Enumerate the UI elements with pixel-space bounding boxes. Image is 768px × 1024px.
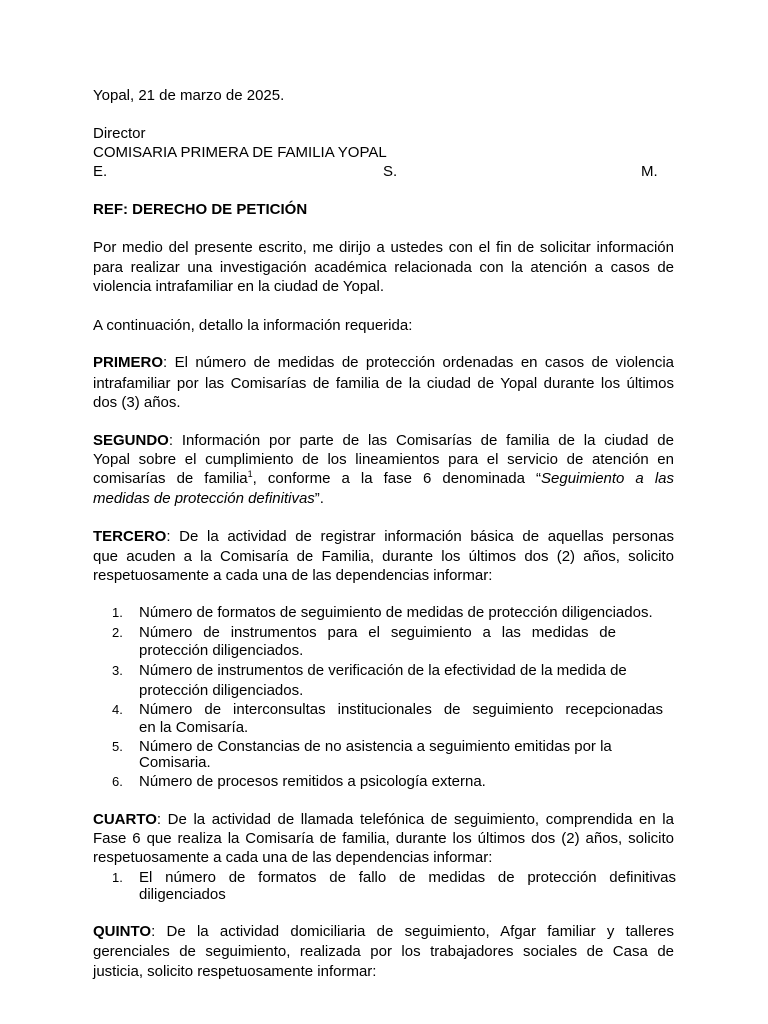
cuarto-label: CUARTO (93, 811, 157, 828)
cuarto-line-2: Fase 6 que realiza la Comisaría de familia, durante los últimos dos (2) años, solicito (93, 830, 674, 847)
primero-label: PRIMERO (93, 354, 164, 371)
list-item-cont: en la Comisaría. (139, 719, 249, 736)
quinto-label: QUINTO (93, 923, 152, 940)
intro-line-2: para realizar una investigación académica relacionada con la atención a casos de (93, 259, 674, 276)
list-item-cont: diligenciados (139, 886, 226, 903)
list-item-cont: protección diligenciados. (139, 642, 304, 659)
recipient-org: COMISARIA PRIMERA DE FAMILIA YOPAL (93, 144, 387, 161)
segundo-text-3c: Seguimiento a las (541, 470, 675, 487)
tercero-text-1: : De la actividad de registrar información básica de aquellas personas (166, 528, 674, 545)
list-item: Número de interconsultas institucionales de seguimiento recepcionadas (139, 701, 663, 718)
segundo-text-4a: medidas de protección definitivas (93, 490, 315, 507)
cuarto-line-3: respetuosamente a cada una de las dependencias informar: (93, 849, 493, 866)
list-item-number: 1. (112, 870, 123, 885)
tercero-label: TERCERO (93, 528, 167, 545)
quinto-text-1: : De la actividad domiciliaria de seguimiento, Afgar familiar y talleres (151, 923, 674, 940)
intro-detail: A continuación, detallo la información requerida: (93, 317, 413, 334)
list-item-number: 4. (112, 702, 123, 717)
list-item-number: 3. (112, 663, 123, 678)
list-item: Número de Constancias de no asistencia a seguimiento emitidas por la (139, 738, 612, 755)
intro-line-3: violencia intrafamiliar en la ciudad de Yopal. (93, 278, 385, 295)
tercero-line-2: que acuden a la Comisaría de Familia, durante los últimos dos (2) años, solicito (93, 548, 674, 565)
segundo-line-1 (93, 431, 674, 450)
cuarto-line-1 (93, 810, 674, 829)
list-item: Número de formatos de seguimiento de medidas de protección diligenciados. (139, 604, 653, 621)
esm-e: E. (93, 163, 108, 180)
list-item: Número de procesos remitidos a psicología externa. (139, 773, 486, 790)
reference-heading: REF: DERECHO DE PETICIÓN (93, 201, 308, 218)
list-item-number: 2. (112, 625, 123, 640)
primero-line-1 (93, 353, 674, 372)
list-item: El número de formatos de fallo de medidas de protección definitivas (139, 869, 676, 886)
list-item-number: 6. (112, 774, 123, 789)
segundo-text-3b: , conforme a la fase 6 denominada “ (252, 470, 541, 487)
segundo-line-3 (93, 469, 674, 488)
list-item: Número de instrumentos para el seguimiento a las medidas de (139, 624, 616, 641)
footnote-marker: 1 (247, 469, 253, 479)
list-item: Número de instrumentos de verificación de la efectividad de la medida de (139, 662, 627, 679)
segundo-line-4 (93, 489, 324, 508)
cuarto-text-1: : De la actividad de llamada telefónica de seguimiento, comprendida en la (156, 811, 674, 828)
esm-m: M. (641, 163, 658, 180)
segundo-text-4b: ”. (314, 490, 324, 507)
primero-text-1: : El número de medidas de protección ordenadas en casos de violencia (163, 354, 674, 371)
list-item-number: 1. (112, 605, 123, 620)
quinto-line-2: gerenciales de seguimiento, realizada por los trabajadores sociales de Casa de (93, 943, 674, 960)
quinto-line-1 (93, 922, 674, 941)
list-item-cont: Comisaria. (139, 754, 211, 771)
list-item-cont: protección diligenciados. (139, 682, 304, 699)
segundo-text-3a: comisarías de familia (93, 470, 248, 487)
tercero-line-3: respetuosamente a cada una de las dependencias informar: (93, 567, 493, 584)
list-item-number: 5. (112, 739, 123, 754)
primero-line-2: intrafamiliar por las Comisarías de familia de la ciudad de Yopal durante los últimos (93, 375, 674, 392)
segundo-text-1: : Información por parte de las Comisarías de familia de la ciudad de (168, 432, 674, 449)
quinto-line-3: justicia, solicito respetuosamente informar: (93, 963, 377, 980)
tercero-line-1 (93, 527, 674, 546)
place-date: Yopal, 21 de marzo de 2025. (93, 87, 285, 104)
primero-line-3: dos (3) años. (93, 394, 181, 411)
intro-line-1: Por medio del presente escrito, me dirijo a ustedes con el fin de solicitar información (93, 239, 674, 256)
recipient-title: Director (93, 125, 146, 142)
segundo-label: SEGUNDO (93, 432, 169, 449)
esm-s: S. (383, 163, 398, 180)
segundo-line-2: Yopal sobre el cumplimiento de los lineamientos para el servicio de atención en (93, 451, 674, 468)
